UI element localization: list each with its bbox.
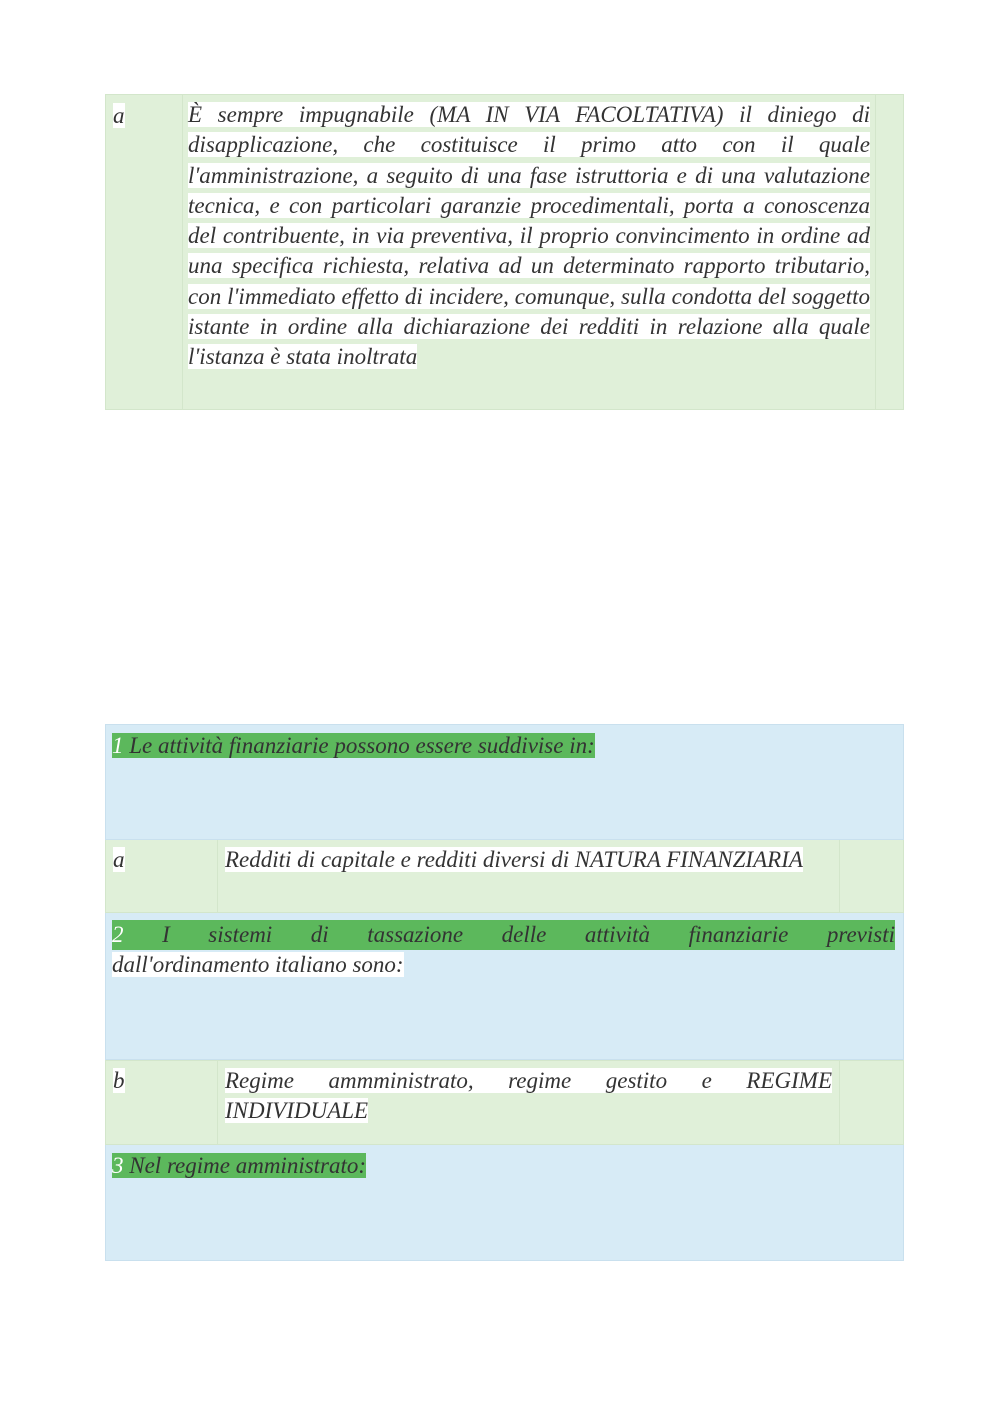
answer-block bbox=[105, 1060, 904, 1145]
answer-empty-cell bbox=[839, 840, 903, 912]
answer-block bbox=[105, 94, 904, 410]
question-label: I sistemi di tassazione delle attività finanziarie previsti bbox=[162, 922, 895, 947]
question-block bbox=[105, 1145, 904, 1261]
answer-text-cell bbox=[182, 95, 875, 409]
answer-empty-cell bbox=[875, 95, 903, 409]
answer-text: Regime ammministrato, regime gestito e REGIME INDIVIDUALE bbox=[225, 1068, 832, 1124]
answer-letter: b bbox=[113, 1068, 125, 1093]
question-text bbox=[106, 913, 903, 980]
answer-letter-cell bbox=[106, 95, 182, 409]
question-block bbox=[105, 724, 904, 840]
question-label: Nel regime amministrato: bbox=[129, 1153, 367, 1178]
answer-letter-cell bbox=[106, 840, 217, 912]
question-text bbox=[106, 1145, 903, 1181]
question-label-continuation: dall'ordinamento italiano sono: bbox=[112, 952, 404, 977]
answer-text: È sempre impugnabile (MA IN VIA FACOLTATIVA) il diniego di disapplicazione, che costituisce il primo atto con il quale l'amministrazione, a seguito di una fase istruttoria e di una valutazione tecnica, e con particolari garanzie procedimentali, porta a conoscenza del contribuente, in via preventiva, il proprio convincimento in ordine ad una specifica richiesta, relativa ad un determinato rapporto tributario, con l'immediato effetto di incidere, comunque, sulla condotta del soggetto istante in ordine alla dichiarazione dei redditi in relazione alla quale l'istanza è stata inoltrata bbox=[188, 102, 870, 370]
answer-letter: a bbox=[113, 847, 125, 872]
answer-block bbox=[105, 840, 904, 913]
question-text bbox=[106, 725, 903, 761]
answer-text-cell bbox=[217, 1061, 839, 1144]
question-block bbox=[105, 913, 904, 1060]
answer-letter-cell bbox=[106, 1061, 217, 1144]
question-number: 1 bbox=[112, 733, 124, 758]
question-number: 2 bbox=[112, 922, 124, 947]
answer-text-cell bbox=[217, 840, 839, 912]
answer-empty-cell bbox=[839, 1061, 903, 1144]
answer-text: Redditi di capitale e redditi diversi di NATURA FINANZIARIA bbox=[225, 847, 803, 872]
question-number: 3 bbox=[112, 1153, 124, 1178]
question-label: Le attività finanziarie possono essere suddivise in: bbox=[129, 733, 595, 758]
answer-letter: a bbox=[113, 103, 125, 128]
